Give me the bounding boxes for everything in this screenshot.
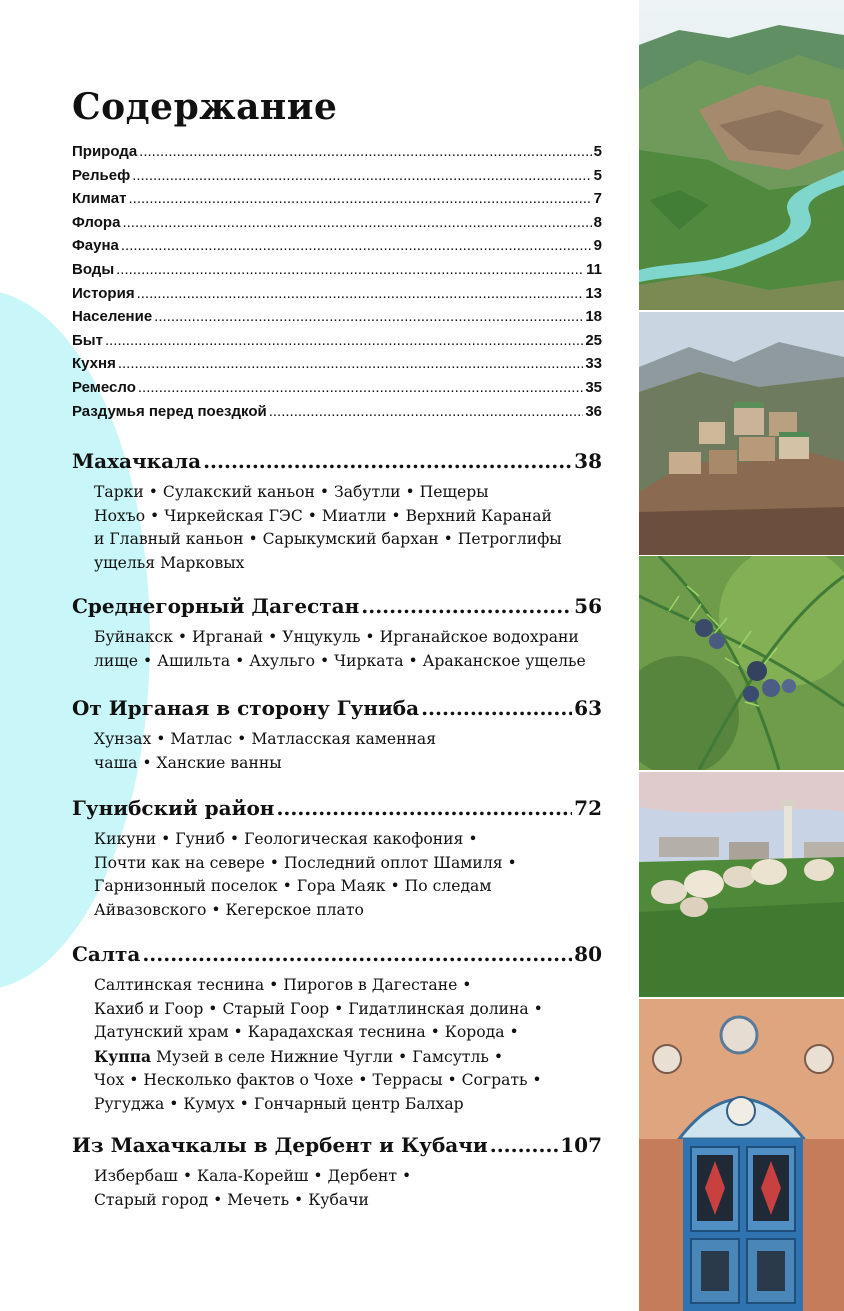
section-heading[interactable]	[72, 796, 602, 826]
toc-item[interactable]	[72, 379, 602, 403]
toc-item[interactable]	[72, 285, 602, 309]
section-heading[interactable]	[72, 942, 602, 972]
photo-carved-door	[639, 999, 844, 1311]
toc-item-page: 13	[585, 284, 602, 302]
subtopic-line: Хунзах • Матлас • Матласская каменная	[94, 730, 437, 748]
subtopic-line: и Главный каньон • Сарыкумский бархан • Петроглифы	[94, 530, 562, 548]
photo-mountain-village	[639, 312, 844, 555]
section-irganai-gunib	[72, 696, 602, 775]
subtopic-line: лище • Ашильта • Ахульго • Чирката • Араканское ущелье	[94, 651, 586, 670]
toc-item[interactable]	[72, 190, 602, 214]
leader-dots	[269, 403, 584, 420]
section-heading[interactable]	[72, 594, 602, 624]
photo-juniper	[639, 556, 844, 770]
toc-item[interactable]	[72, 261, 602, 285]
leader-dots	[129, 190, 592, 207]
toc-item-label: Раздумья перед поездкой	[72, 402, 267, 420]
toc-item[interactable]	[72, 332, 602, 356]
section-gunib-district	[72, 796, 602, 922]
toc-item-page: 7	[593, 190, 602, 208]
toc-item-page: 18	[585, 308, 602, 326]
bold-subtopic: Куппа	[94, 1046, 152, 1066]
toc-item[interactable]	[72, 403, 602, 427]
page-title: Содержание	[72, 86, 338, 128]
subtopic-line: Почти как на севере • Последний оплот Шамиля •	[94, 853, 517, 872]
section-title: Среднегорный Дагестан	[72, 594, 360, 618]
toc-item[interactable]	[72, 237, 602, 261]
toc-item-label: Климат	[72, 190, 127, 208]
subtopic-line: Кикуни • Гуниб • Геологическая какофония •	[94, 830, 478, 848]
section-subtopics	[94, 728, 602, 775]
toc-item-label: Воды	[72, 260, 115, 278]
leader-dots	[121, 237, 592, 254]
subtopic-line: Старый город • Мечеть • Кубачи	[94, 1190, 369, 1209]
toc-item-page: 33	[585, 355, 602, 373]
section-title: От Ирганая в сторону Гуниба	[72, 696, 420, 720]
section-page: 56	[574, 594, 602, 618]
toc-item-label: Флора	[72, 213, 121, 231]
leader-dots	[116, 261, 584, 278]
subtopic-line: Гарнизонный поселок • Гора Маяк • По следам	[94, 877, 492, 895]
toc-item-label: Ремесло	[72, 378, 136, 396]
leader-dots	[105, 332, 583, 349]
section-subtopics	[94, 828, 602, 922]
section-subtopics	[94, 974, 602, 1116]
toc-item-page: 8	[593, 213, 602, 231]
subtopic-line	[94, 1045, 602, 1070]
subtopic-line-rest: Музей в селе Нижние Чугли • Гамсутль •	[156, 1047, 504, 1066]
toc-item-label: История	[72, 284, 135, 302]
toc-item-page: 11	[586, 260, 602, 278]
toc-item-page: 5	[593, 143, 602, 160]
section-subtopics	[94, 481, 602, 575]
toc-item[interactable]	[72, 143, 602, 167]
section-derbent-kubachi	[72, 1133, 602, 1212]
section-heading[interactable]	[72, 449, 602, 479]
toc-item-page: 36	[585, 402, 602, 420]
toc-item-label: Рельеф	[72, 166, 131, 184]
toc-item[interactable]	[72, 214, 602, 238]
leader-dots	[421, 696, 572, 720]
section-srednegorny	[72, 594, 602, 673]
toc-item-page: 9	[593, 237, 602, 255]
toc-item[interactable]	[72, 308, 602, 332]
toc-item-page: 25	[585, 331, 602, 349]
section-heading[interactable]	[72, 1133, 602, 1163]
subtopic-line: Чох • Несколько фактов о Чохе • Террасы • Сограть •	[94, 1071, 542, 1089]
leader-dots	[138, 379, 583, 396]
toc-list	[72, 143, 602, 426]
toc-item[interactable]	[72, 167, 602, 191]
section-subtopics	[94, 626, 602, 673]
subtopic-line: Салтинская теснина • Пирогов в Дагестане •	[94, 976, 472, 994]
subtopic-line: Избербаш • Кала-Корейш • Дербент •	[94, 1167, 412, 1185]
toc-item[interactable]	[72, 355, 602, 379]
leader-dots	[154, 308, 583, 325]
leader-dots	[203, 449, 572, 473]
leader-dots	[361, 594, 572, 618]
section-title: Салта	[72, 942, 141, 966]
section-title: Гунибский район	[72, 796, 275, 820]
subtopic-line: Ругуджа • Кумух • Гончарный центр Балхар	[94, 1094, 464, 1113]
photo-mountain-canyon	[639, 0, 844, 310]
subtopic-line: Кахиб и Гоор • Старый Гоор • Гидатлинская долина •	[94, 999, 543, 1018]
section-page: 72	[574, 796, 602, 820]
section-title: Махачкала	[72, 449, 202, 473]
toc-item-label: Население	[72, 308, 153, 326]
toc-item-label: Фауна	[72, 237, 119, 255]
leader-dots	[132, 167, 591, 184]
toc-item-label: Кухня	[72, 355, 116, 373]
section-title: Из Махачкалы в Дербент и Кубачи	[72, 1133, 488, 1157]
subtopic-line: Датунский храм • Карадахская теснина • Корода •	[94, 1023, 519, 1041]
subtopic-line: Тарки • Сулакский каньон • Забутли • Пещеры	[94, 483, 489, 501]
toc-item-page: 5	[593, 166, 602, 184]
leader-dots	[142, 942, 572, 966]
section-page: 38	[574, 449, 602, 473]
section-page: 63	[574, 696, 602, 720]
photo-sheep	[639, 772, 844, 997]
subtopic-line: чаша • Ханские ванны	[94, 753, 282, 772]
leader-dots	[276, 796, 572, 820]
subtopic-line: ущелья Марковых	[94, 553, 245, 572]
subtopic-line: Айвазовского • Кегерское плато	[94, 900, 364, 919]
leader-dots	[490, 1133, 559, 1157]
subtopic-line: Нохъо • Чиркейская ГЭС • Миатли • Верхний Каранай	[94, 506, 552, 525]
section-page: 107	[560, 1133, 602, 1157]
photo-sidebar	[639, 0, 844, 1311]
subtopic-line: Буйнакск • Ирганай • Унцукуль • Ирганайское водохрани	[94, 628, 579, 646]
toc-item-page: 35	[585, 378, 602, 396]
leader-dots	[139, 143, 592, 160]
section-heading[interactable]	[72, 696, 602, 726]
toc-item-label: Природа	[72, 143, 138, 160]
section-makhachkala	[72, 449, 602, 575]
section-subtopics	[94, 1165, 602, 1212]
leader-dots	[137, 285, 584, 302]
section-salta	[72, 942, 602, 1116]
toc-item-label: Быт	[72, 331, 103, 349]
leader-dots	[122, 214, 591, 231]
leader-dots	[118, 355, 583, 372]
section-page: 80	[574, 942, 602, 966]
